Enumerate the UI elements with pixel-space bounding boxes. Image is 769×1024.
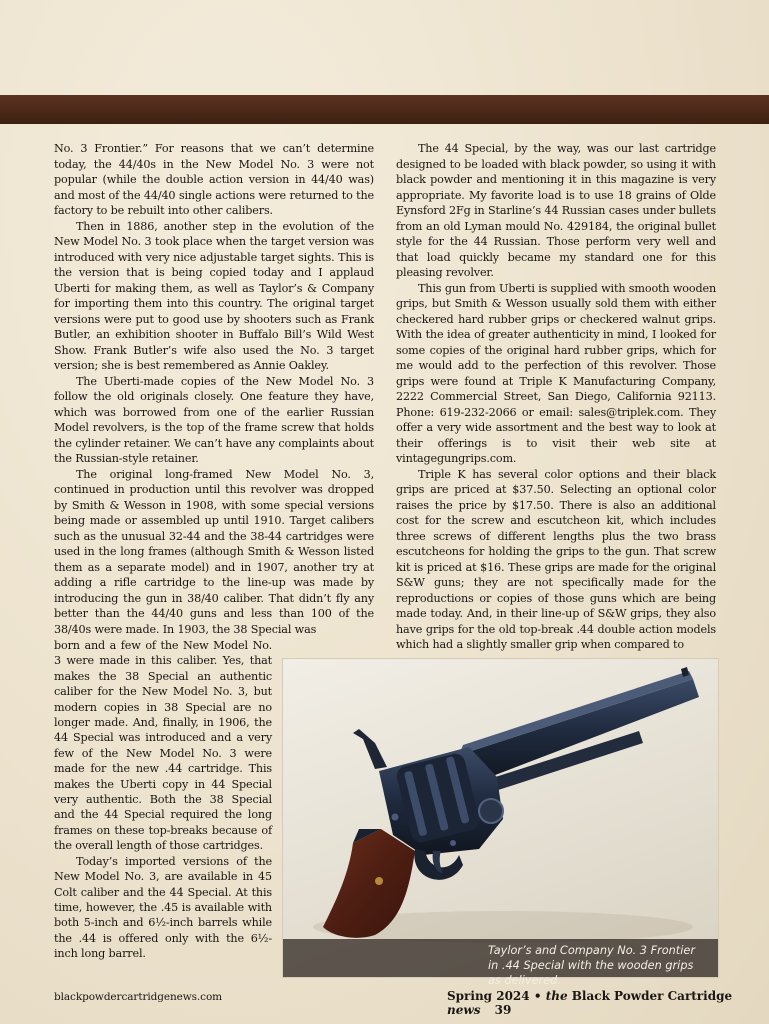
right-column: [396, 141, 716, 653]
paragraph: No. 3 Frontier.” For reasons that we can’t determine today, the 44/40s in the New Model No. 3 were not popular (while the double action version in 44/40 was) and most of the 44/40 single actions were returned to the factory to be rebuilt into other calibers.: [54, 142, 374, 217]
revolver-photo: [282, 658, 719, 987]
paragraph: Triple K has several color options and their black grips are priced at $37.50. Selecting an optional color raises the price by $17.50. There is also an additional cost for the screw and escutcheon kit, which includes three screws of different lengths plus the two brass escutcheons for holding the grips to the gun. That screw kit is priced at $16. These grips are made for the original S&W guns; they are not specifically made for the reproductions or copies of those guns which are being made today. And, in their line-up of S&W grips, they also have grips for the old top-break .44 double action models which had a slightly smaller grip when compared to: [396, 467, 716, 651]
footer-issue-line: [447, 989, 769, 1017]
header-band: [0, 95, 769, 124]
paragraph: Then in 1886, another step in the evolution of the New Model No. 3 took place when the target version was introduced with very nice adjustable target sights. This is the version that is being copied today and I applaud Uberti for making them, as well as Taylor’s & Company for importing them into this country. The original target versions were put to good use by shooters such as Frank Butler, an exhibition shooter in Buffalo Bill’s Wild West Show. Frank Butler’s wife also used the No. 3 target version; she is best remembered as Annie Oakley.: [54, 219, 374, 372]
photo-caption: Taylor’s and Company No. 3 Frontier in .44 Special with the wooden grips as delivered.: [283, 939, 718, 977]
narrow-column: [54, 638, 272, 962]
footer-website: blackpowdercartridgenews.com: [54, 991, 223, 1003]
magazine-article: the: [545, 989, 568, 1003]
magazine-suffix: news: [447, 1003, 481, 1017]
bullet-separator: •: [533, 989, 542, 1003]
paragraph: The 44 Special, by the way, was our last cartridge designed to be loaded with black powder, so using it with black powder and mentioning it in this magazine is very appropriate. My favorite load is to use 18 grains of Olde Eynsford 2Fg in Starline’s 44 Russian cases under bullets from an old Lyman mould No. 429184, the original bullet style for the 44 Russian. Those perform very well and that load quickly became my standard one for this pleasing revolver.: [396, 142, 716, 279]
paragraph: born and a few of the New Model No. 3 were made in this caliber. Yes, that makes the 38 Special an authentic caliber for the New Model No. 3, but modern copies in 38 Special are no longer made. And, finally, in 1906, the 44 Special was introduced and a very few of the New Model No. 3 were made for the new .44 cartridge. This makes the Uberti copy in 44 Special very authentic. Both the 38 Special and the 44 Special required the long frames on these top-breaks because of the overall length of those cartridges.: [54, 639, 272, 853]
magazine-name: Black Powder Cartridge: [571, 989, 733, 1003]
paragraph: The Uberti-made copies of the New Model No. 3 follow the old originals closely. One feature they have, which was borrowed from one of the earlier Russian Model revolvers, is the top of the frame screw that holds the cylinder retainer. We can’t have any complaints about the Russian-style retainer.: [54, 374, 374, 465]
paragraph: Today’s imported versions of the New Model No. 3, are available in 45 Colt caliber and the 44 Special. At this time, however, the .45 is available with both 5-inch and 6½-inch barrels while the .44 is offered only with the 6½-inch long barrel.: [54, 854, 272, 961]
page-number: 39: [494, 1003, 512, 1017]
issue-date: Spring 2024: [447, 989, 530, 1003]
left-column: [54, 141, 374, 637]
paragraph: This gun from Uberti is supplied with smooth wooden grips, but Smith & Wesson usually sold them with either checkered hard rubber grips or checkered walnut grips. With the idea of greater authenticity in mind, I looked for some copies of the original hard rubber grips, which for me would add to the perfection of this revolver. Those grips were found at Triple K Manufacturing Company, 2222 Commercial Street, San Diego, California 92113. Phone: 619-232-2066 or email: sales@triplek.com. They offer a very wide assortment and the best way to look at their offerings is to visit their web site at vintagegungrips.com.: [396, 281, 716, 465]
revolver-illustration: [283, 659, 718, 977]
paragraph: The original long-framed New Model No. 3, continued in production until this revolver was dropped by Smith & Wesson in 1908, with some special versions being made or assembled up until 1910. Target calibers such as the unusual 32-44 and the 38-44 cartridges were used in the long frames (although Smith & Wesson listed them as a separate model) and in 1907, another try at adding a rifle cartridge to the line-up was made by introducing the gun in 38/40 caliber. That didn’t fly any better than the 44/40 guns and less than 100 of the 38/40s were made. In 1903, the 38 Special was: [54, 467, 374, 636]
